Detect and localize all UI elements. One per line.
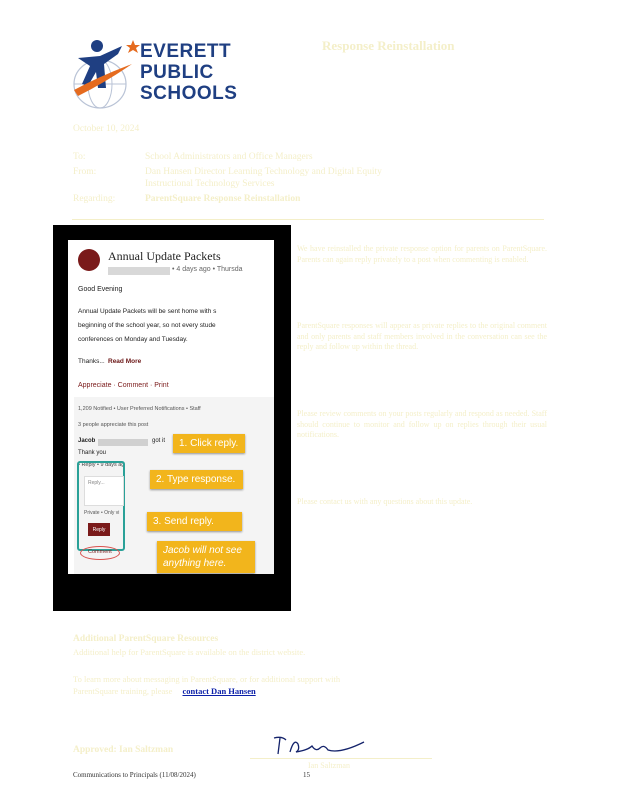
resources-line-1: Additional help for ParentSquare is available on the district website. (73, 647, 306, 657)
callout-send-reply: 3. Send reply. (147, 512, 242, 531)
resources-line-2: To learn more about messaging in ParentSquare, or for additional support with (73, 674, 341, 684)
memo-regarding-value: ParentSquare Response Reinstallation (145, 194, 301, 204)
memo-date: October 10, 2024 (73, 124, 140, 134)
resources-heading: Additional ParentSquare Resources (73, 634, 219, 644)
post-actions[interactable]: Appreciate · Comment · Print (78, 382, 169, 389)
logo-word-1: EVERETT (140, 41, 232, 62)
page-number: 15 (303, 771, 310, 779)
logo-figure-icon (70, 36, 140, 112)
post-title: Annual Update Packets (108, 249, 221, 263)
memo-from-value: Dan Hansen Director Learning Technology and Digital Equity (145, 167, 382, 177)
post-thanks: Thanks... (78, 358, 105, 365)
district-logo (70, 36, 255, 112)
comment-text: Thank you (78, 450, 107, 456)
memo-to-label: To: (73, 152, 86, 162)
signature-name: Ian Saltzman (308, 761, 350, 770)
contact-link[interactable]: contact Dan Hansen (182, 686, 256, 696)
comment-link[interactable]: Comment (88, 549, 112, 555)
document-title: Response Reinstallation (322, 38, 455, 53)
highlight-box (77, 461, 125, 551)
logo-word-3: SCHOOLS (140, 83, 238, 104)
post-body-line-1: Annual Update Packets will be sent home with s (78, 308, 217, 315)
signature-line (250, 758, 432, 759)
callout-jacob-note: Jacob will not see anything here. (157, 541, 255, 573)
reply-placeholder: Reply... (88, 480, 105, 486)
logo-word-2: PUBLIC (140, 62, 214, 83)
paragraph-4: Please contact us with any questions about this update. (297, 497, 473, 506)
signature-label: Approved: Ian Saltzman (73, 745, 174, 755)
paragraph-1: We have reinstalled the private response option for parents on ParentSquare. Parents can again reply privately to a post when commenting is enabled. (297, 244, 547, 264)
callout-click-reply: 1. Click reply. (173, 434, 245, 453)
post-body-line-3: conferences on Monday and Tuesday. (78, 336, 188, 343)
read-more-link[interactable]: Read More (108, 358, 142, 365)
paragraph-2: ParentSquare responses will appear as private replies to the original comment and only parents and staff members involved in the conversation can see the reply and follow up within the thread. (297, 321, 547, 351)
footer-left: Communications to Principals (11/08/2024) (73, 771, 196, 779)
private-row: Private • Only vi (84, 510, 120, 516)
post-meta: • 4 days ago • Thursda (172, 266, 243, 273)
memo-divider (72, 219, 544, 220)
paragraph-3: Please review comments on your posts regularly and respond as needed. Staff should continue to monitor and follow up on replies through their usual notifications. (297, 409, 547, 439)
post-greeting: Good Evening (78, 286, 123, 293)
commenter-name: Jacob (78, 438, 96, 444)
notified-line: 1,209 Notified • User Preferred Notifications • Staff (78, 406, 201, 412)
reply-button[interactable]: Reply (88, 523, 110, 536)
avatar (78, 249, 100, 271)
redacted-commenter (98, 439, 148, 446)
memo-to-value: School Administrators and Office Managers (145, 152, 313, 162)
screenshot-panel (53, 225, 291, 611)
memo-from-value-2: Instructional Technology Services (145, 179, 275, 189)
appreciate-line: 3 people appreciate this post (78, 422, 149, 428)
post-body-line-2: beginning of the school year, so not every stude (78, 322, 216, 329)
signature-icon (268, 734, 368, 760)
commenter-suffix: got it (152, 438, 166, 444)
reply-row[interactable]: • Reply • 9 days ag (78, 462, 125, 468)
resources-line-3: ParentSquare training, please (73, 686, 173, 696)
memo-regarding-label: Regarding: (73, 194, 116, 204)
redacted-author (108, 267, 170, 275)
callout-type-response: 2. Type response. (150, 470, 243, 489)
memo-from-label: From: (73, 167, 97, 177)
